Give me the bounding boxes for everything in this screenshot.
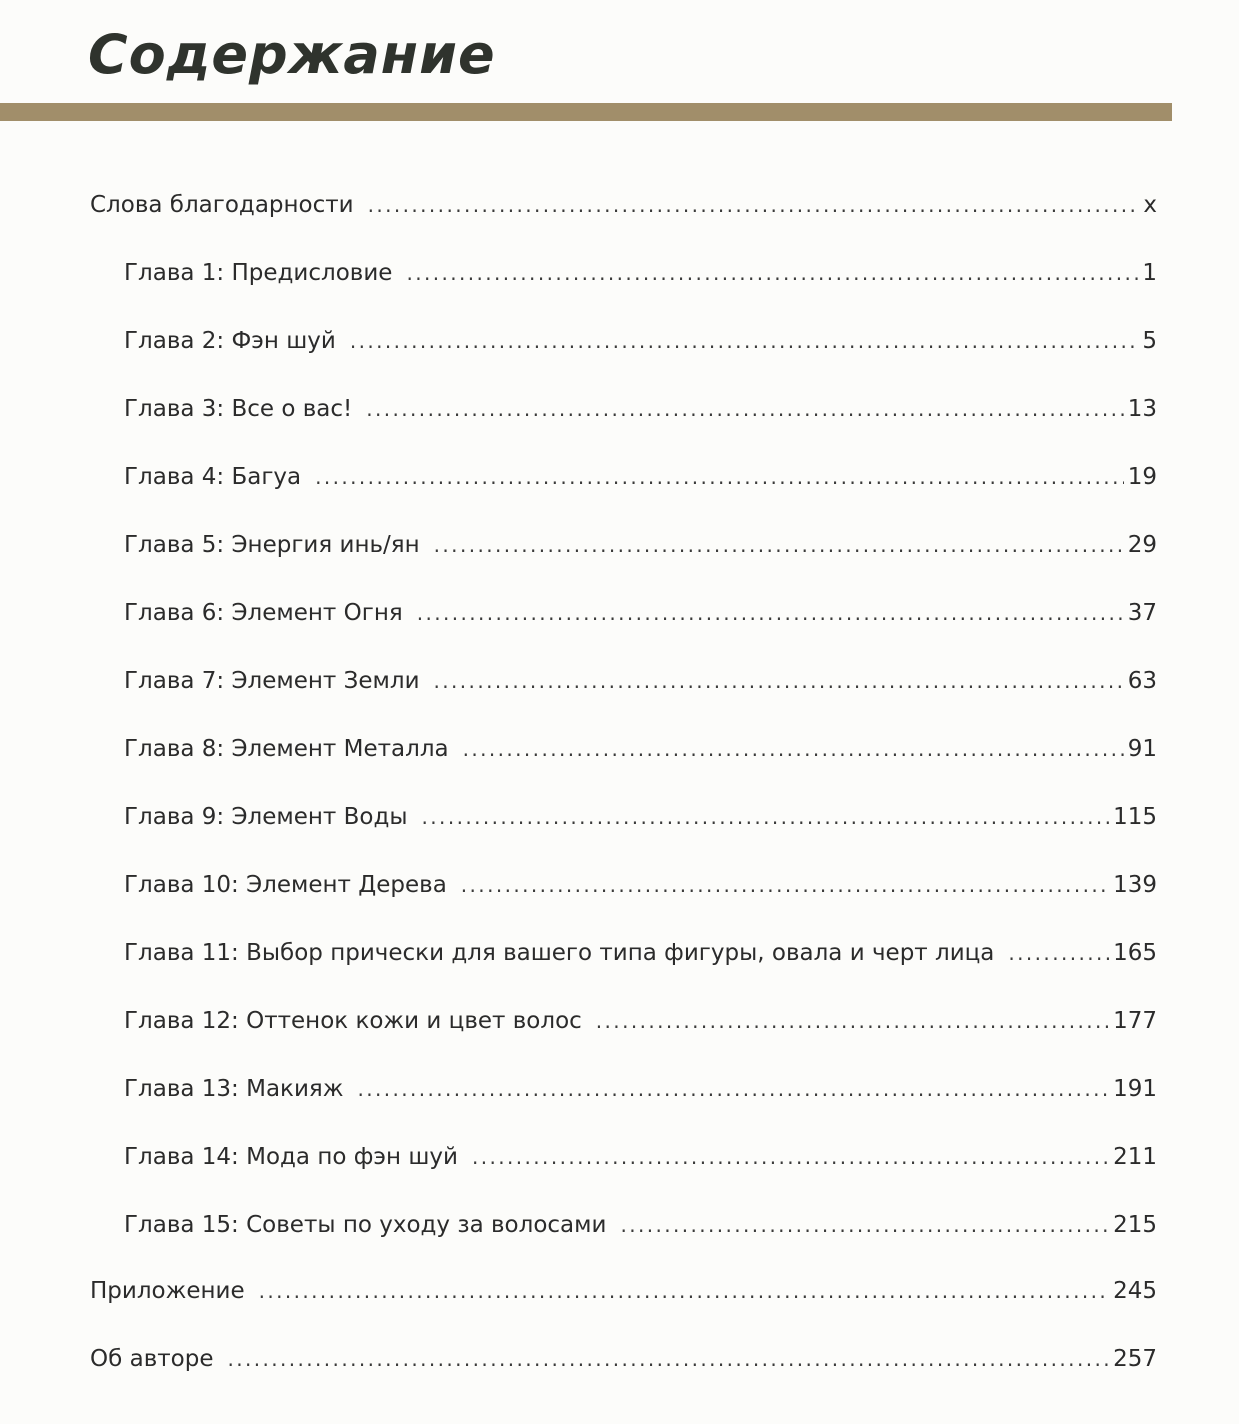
toc-entry-label: Глава 10: Элемент Дерева	[124, 872, 447, 898]
toc-entry-label: Глава 15: Советы по уходу за волосами	[124, 1212, 607, 1238]
toc-entry-page: 19	[1127, 464, 1157, 490]
toc-entry-label: Глава 13: Макияж	[124, 1076, 344, 1102]
toc-entry-page: 139	[1113, 872, 1157, 898]
toc-entry-page: 91	[1127, 736, 1157, 762]
toc-entry-page: 1	[1142, 260, 1157, 286]
toc-entry-label: Глава 11: Выбор прически для вашего типа фигуры, овала и черт лица	[124, 940, 995, 966]
dot-leader	[417, 596, 1124, 630]
dot-leader	[350, 324, 1139, 358]
toc-entry-page: 63	[1127, 668, 1157, 694]
toc-entry-page: 257	[1113, 1346, 1157, 1372]
dot-leader	[368, 188, 1140, 222]
dot-leader	[463, 732, 1124, 766]
dot-leader	[434, 528, 1124, 562]
toc-entry-label: Глава 7: Элемент Земли	[124, 668, 420, 694]
toc-entry[interactable]	[124, 936, 1157, 970]
toc-entry-label: Глава 9: Элемент Воды	[124, 804, 408, 830]
toc-entry-label: Глава 12: Оттенок кожи и цвет волос	[124, 1008, 582, 1034]
toc-entry[interactable]	[90, 1274, 1157, 1308]
dot-leader	[422, 800, 1110, 834]
toc-entry[interactable]	[124, 732, 1157, 766]
toc-entry[interactable]	[124, 596, 1157, 630]
dot-leader	[357, 1072, 1109, 1106]
dot-leader	[434, 664, 1124, 698]
toc-entry-label: Глава 6: Элемент Огня	[124, 600, 403, 626]
toc-entry-label: Глава 8: Элемент Металла	[124, 736, 449, 762]
toc-entry-label: Об авторе	[90, 1346, 214, 1372]
toc-entry[interactable]	[124, 256, 1157, 290]
dot-leader	[366, 392, 1123, 426]
toc-entry-page: 115	[1113, 804, 1157, 830]
toc-entry-label: Глава 1: Предисловие	[124, 260, 393, 286]
toc-entry-label: Глава 4: Багуа	[124, 464, 302, 490]
toc-entry[interactable]	[124, 324, 1157, 358]
toc-entry-label: Глава 2: Фэн шуй	[124, 328, 336, 354]
dot-leader	[620, 1208, 1109, 1242]
toc-entry-label: Глава 3: Все о вас!	[124, 396, 353, 422]
toc-entry[interactable]	[124, 1004, 1157, 1038]
toc-entry-page: 37	[1127, 600, 1157, 626]
toc-entry-page: 165	[1113, 940, 1157, 966]
dot-leader	[472, 1140, 1109, 1174]
toc-entry[interactable]	[124, 800, 1157, 834]
toc-entry-page: 211	[1113, 1144, 1157, 1170]
dot-leader	[315, 460, 1124, 494]
toc-entry[interactable]	[124, 528, 1157, 562]
toc-entry-page: 245	[1113, 1278, 1157, 1304]
toc-entry-page: 215	[1113, 1212, 1157, 1238]
page-title: Содержание	[88, 23, 496, 86]
dot-leader	[461, 868, 1109, 902]
toc-entry-page: 5	[1142, 328, 1157, 354]
toc-entry[interactable]	[124, 868, 1157, 902]
toc-entry-label: Глава 5: Энергия инь/ян	[124, 532, 420, 558]
toc-entry[interactable]	[124, 1208, 1157, 1242]
toc-entry[interactable]	[124, 460, 1157, 494]
toc-entry-page: 13	[1127, 396, 1157, 422]
dot-leader	[1008, 936, 1109, 970]
toc-entry-page: x	[1143, 192, 1157, 218]
toc-entry[interactable]	[124, 664, 1157, 698]
toc-entry[interactable]	[124, 1140, 1157, 1174]
toc-entry-label: Слова благодарности	[90, 192, 354, 218]
toc-entry[interactable]	[90, 188, 1157, 222]
toc-entry-label: Глава 14: Мода по фэн шуй	[124, 1144, 458, 1170]
dot-leader	[259, 1274, 1109, 1308]
toc-entry-label: Приложение	[90, 1278, 245, 1304]
toc-entry-page: 29	[1127, 532, 1157, 558]
toc-entry[interactable]	[124, 392, 1157, 426]
toc-entry-page: 177	[1113, 1008, 1157, 1034]
dot-leader	[596, 1004, 1109, 1038]
dot-leader	[406, 256, 1138, 290]
dot-leader	[227, 1342, 1109, 1376]
toc-entry[interactable]	[124, 1072, 1157, 1106]
toc-entry[interactable]	[90, 1342, 1157, 1376]
toc-entry-page: 191	[1113, 1076, 1157, 1102]
